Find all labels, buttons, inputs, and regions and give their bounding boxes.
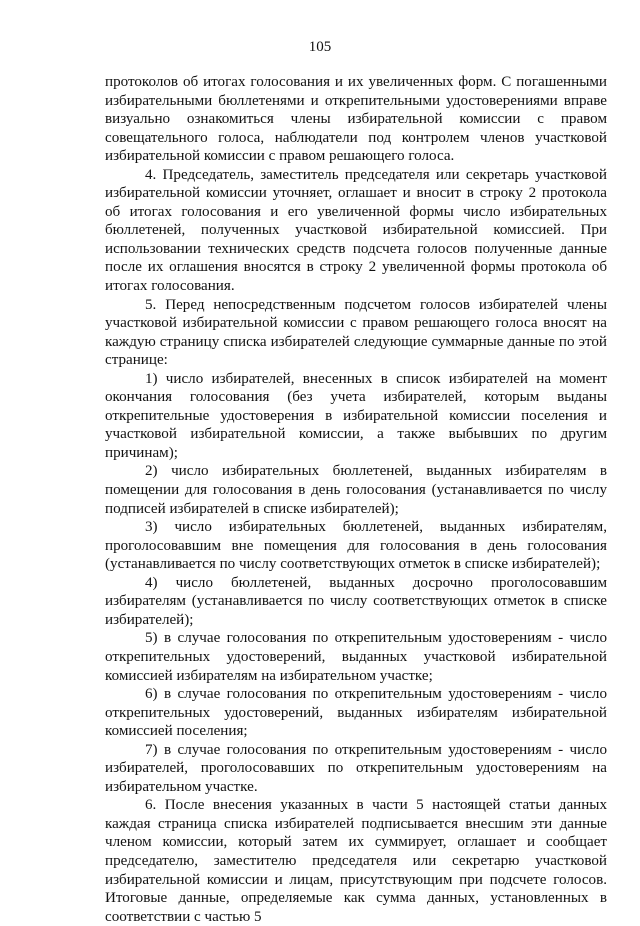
paragraph-part-4: 4. Председатель, заместитель председателя или секретарь участковой избирательной комиссии уточняет, оглашает и вносит в строку 2 протокола об итогах голосования и его увеличенной формы число избирательных бюллетеней, полученных участковой избирательной комиссией. При использовании технических средств подсчета голосов полученные данные после их оглашения вносятся в строку 2 увеличенной формы протокола об итогах голосования. <box>105 166 607 295</box>
list-item-5: 5) в случае голосования по открепительным удостоверениям - число открепительных удостоверений, выданных участковой избирательной комиссией избирателям на избирательном участке; <box>105 630 607 684</box>
list-item-4: 4) число бюллетеней, выданных досрочно проголосовавшим избирателям (устанавливается по числу соответствующих отметок в списке избирателей); <box>105 574 607 628</box>
list-item-6: 6) в случае голосования по открепительным удостоверениям - число открепительных удостоверений, выданных избирателям избирательной комиссией поселения; <box>105 686 607 740</box>
paragraph-part-6: 6. После внесения указанных в части 5 настоящей статьи данных каждая страница списка избирателей подписывается внесшим эти данные членом комиссии, который затем их суммирует, оглашает и сообщает председателю, заместителю председателя или секретарю участковой избирательной комиссии и лицам, присутствующим при подсчете голосов. Итоговые данные, определяемые как сумма данных, установленных в соответствии с частью 5 <box>105 797 607 925</box>
paragraph-continuation: протоколов об итогах голосования и их увеличенных форм. С погашенными избирательными бюллетенями и открепительными удостоверениями вправе визуально ознакомиться члены избирательной комиссии с правом совещательного голоса, наблюдатели под контролем членов участковой избирательной комиссии с правом решающего голоса. <box>105 74 607 165</box>
list-item-3: 3) число избирательных бюллетеней, выданных избирателям, проголосовавшим вне помещения для голосования в день голосования (устанавливается по числу соответствующих отметок в списке избирателей); <box>105 519 607 573</box>
list-item-7: 7) в случае голосования по открепительным удостоверениям - число избирателей, проголосовавших по открепительным удостоверениям на избирательном участке. <box>105 741 607 795</box>
paragraph-part-5: 5. Перед непосредственным подсчетом голосов избирателей члены участковой избирательной комиссии с правом решающего голоса вносят на каждую страницу списка избирателей следующие суммарные данные по этой странице: <box>105 296 607 369</box>
list-item-2: 2) число избирательных бюллетеней, выданных избирателям в помещении для голосования в день голосования (устанавливается по числу подписей избирателей в списке избирателей); <box>105 463 607 517</box>
page-number: 105 <box>308 39 332 55</box>
list-item-1: 1) число избирателей, внесенных в список избирателей на момент окончания голосования (без учета избирателей, которым выданы открепительные удостоверения в избирательной комиссии поселения и участковой избирательной комиссии, а также выбывших по другим причинам); <box>105 370 607 461</box>
document-body <box>105 73 607 926</box>
